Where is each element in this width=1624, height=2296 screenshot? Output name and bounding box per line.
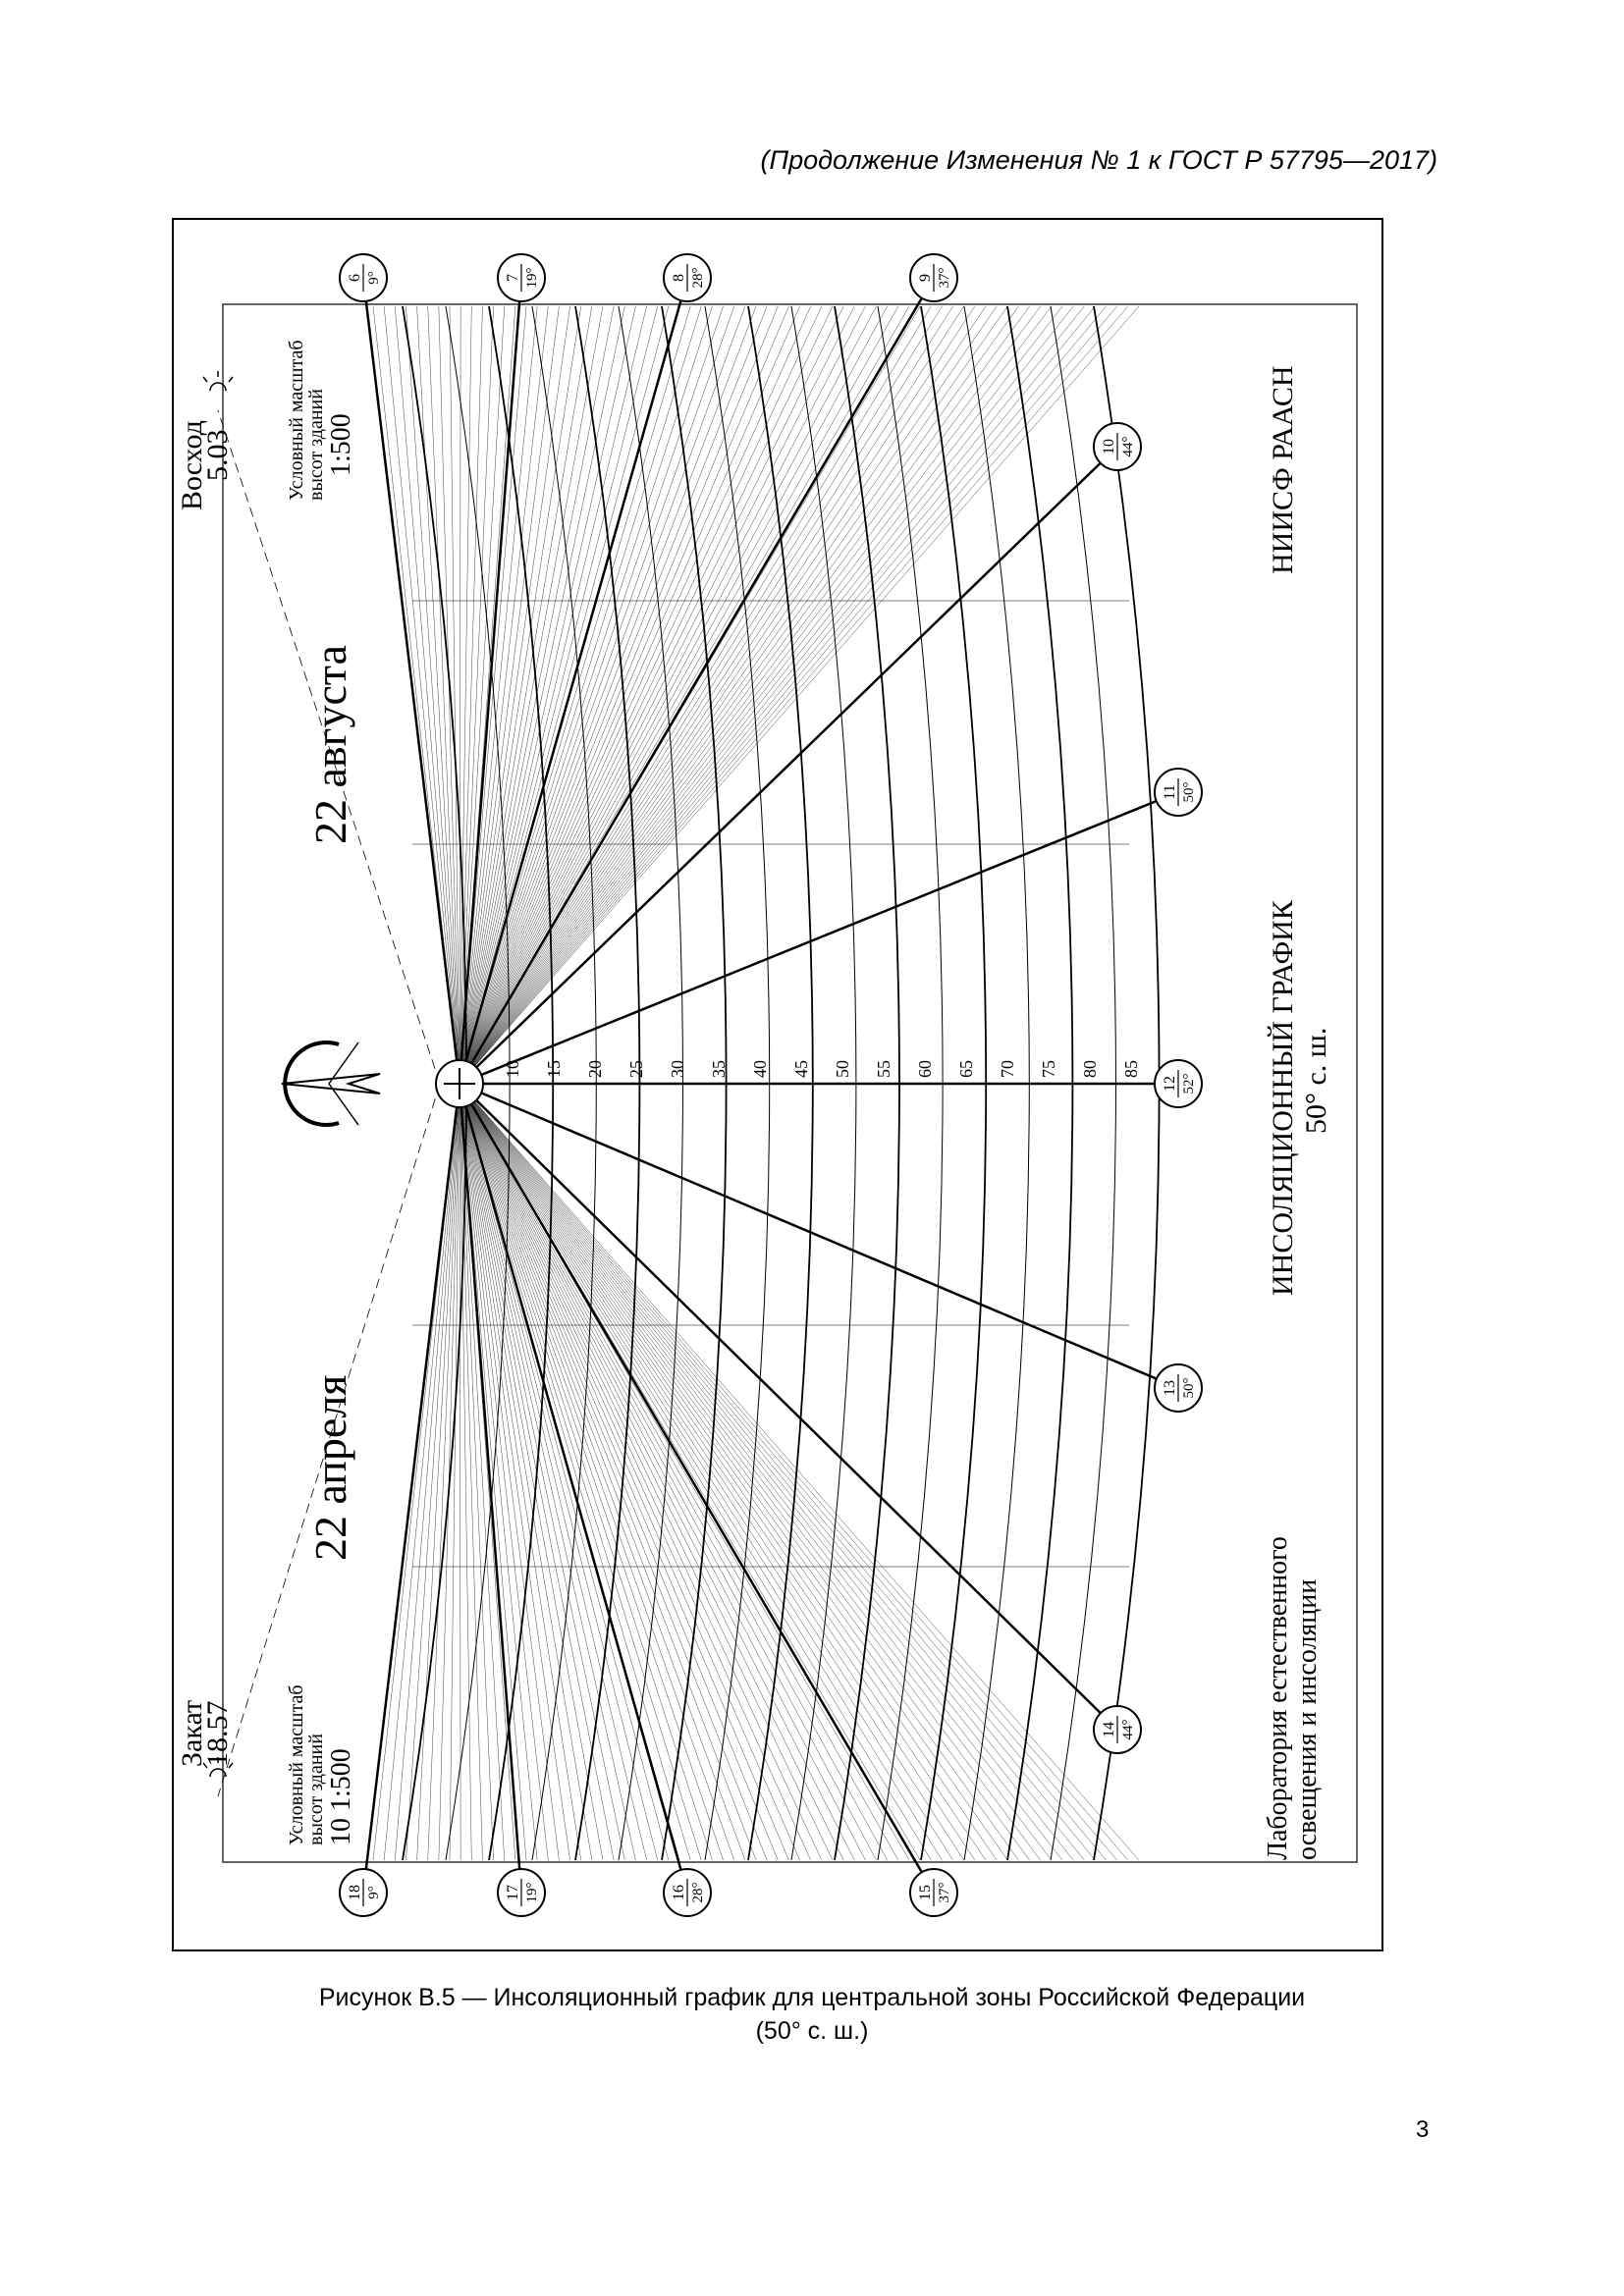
date-bottom: 22 апреля: [305, 1374, 355, 1561]
hour-marker-hour: 17: [505, 1885, 521, 1900]
hour-marker: [498, 254, 545, 301]
scale-value: 1:500: [326, 413, 356, 476]
hatch-line: [460, 1084, 877, 1860]
height-mark-label: 40: [750, 1060, 770, 1078]
hatch-line: [460, 306, 1117, 1084]
hatch-line: [460, 1084, 724, 1860]
figure-caption: [0, 1981, 1624, 2048]
height-mark-label: 50: [833, 1060, 852, 1078]
height-mark-label: 25: [626, 1060, 646, 1078]
hatch-line: [460, 1084, 745, 1860]
hatch-line: [460, 1084, 603, 1860]
height-mark-label: 10: [503, 1060, 522, 1078]
hour-ray: [460, 1084, 1117, 1730]
hatch-line: [417, 306, 460, 1084]
hatch-line: [460, 306, 942, 1084]
hatch-line: [460, 1084, 734, 1860]
north-arrow-icon: [282, 1042, 380, 1125]
hour-marker-hour: 12: [1162, 1076, 1178, 1092]
hatch-line: [460, 1084, 822, 1860]
hatch-line: [460, 1084, 1139, 1860]
hour-marker: [1155, 1060, 1202, 1107]
hour-marker-hour: 9: [917, 274, 934, 282]
height-mark-label: 30: [668, 1060, 687, 1078]
page-header: (Продолжение Изменения № 1 к ГОСТ Р 57795—2017): [760, 145, 1437, 175]
hatch-line: [460, 1084, 953, 1860]
height-mark-label: 55: [874, 1060, 893, 1078]
hatch-line: [460, 306, 734, 1084]
hour-marker-hour: 15: [917, 1885, 934, 1900]
sunrise-label: Восход: [176, 420, 208, 510]
laboratory-line2: освещения и инсоляции: [1292, 1578, 1323, 1860]
hatch-line: [460, 306, 811, 1084]
hour-marker-angle: 37°: [937, 1882, 952, 1903]
hour-marker-angle: 50°: [1181, 781, 1197, 803]
hour-marker-angle: 37°: [937, 267, 952, 289]
hatch-line: [460, 306, 767, 1084]
diagram-title: ИНСОЛЯЦИОННЫЙ ГРАФИК: [1267, 900, 1299, 1296]
hatch-line: [460, 1084, 997, 1860]
hatch-line: [460, 1084, 1107, 1860]
hour-marker-angle: 19°: [524, 1882, 540, 1903]
hatch-line: [460, 306, 669, 1084]
hour-marker-hour: 16: [671, 1885, 687, 1900]
hatch-line: [460, 306, 1052, 1084]
scale-label-line1: Условный масштаб: [286, 1684, 307, 1845]
caption-line1: Рисунок В.5 — Инсоляционный график для центральной зоны Российской Федерации: [318, 1984, 1306, 2011]
hatch-line: [417, 1084, 460, 1860]
hatch-line: [460, 1084, 843, 1860]
height-mark-label: 60: [915, 1060, 935, 1078]
hour-marker-hour: 11: [1162, 784, 1178, 800]
hatch-line: [460, 306, 724, 1084]
scale-block-top: [286, 340, 356, 501]
hatch-line: [460, 1084, 942, 1860]
hour-marker: [910, 1869, 957, 1916]
page-number: 3: [1416, 2116, 1430, 2143]
height-mark-label: 70: [998, 1060, 1017, 1078]
hatch-line: [460, 306, 1139, 1084]
hatch-line: [460, 306, 953, 1084]
scale-label-line2: высот зданий: [305, 1734, 327, 1845]
sunrise-block: [176, 420, 234, 510]
hatch-line: [460, 1084, 854, 1860]
hatch-line: [460, 1084, 931, 1860]
scale-label-line2: высот зданий: [305, 389, 327, 501]
hatch-line: [460, 306, 888, 1084]
hour-marker: [1155, 1364, 1202, 1412]
hour-marker-angle: 19°: [524, 267, 540, 289]
hour-ray: [363, 278, 460, 1084]
scale-value: 10 1:500: [326, 1748, 356, 1845]
hatch-line: [460, 306, 822, 1084]
hatch-line: [460, 1084, 888, 1860]
hatch-line: [460, 306, 843, 1084]
hour-marker-angle: 9°: [366, 1886, 382, 1899]
sunset-time: 18.57: [201, 1700, 234, 1767]
hatch-line: [384, 1084, 460, 1860]
organization: НИИСФ РААСН: [1267, 365, 1299, 574]
height-mark-label: 85: [1121, 1060, 1141, 1078]
hatch-line: [460, 306, 745, 1084]
hour-marker-hour: 6: [347, 274, 363, 282]
hour-marker: [1094, 1706, 1141, 1753]
date-top: 22 августа: [305, 644, 355, 844]
hour-marker-angle: 9°: [366, 271, 382, 285]
sunset-label: Закат: [176, 1699, 208, 1767]
hatch-line: [460, 306, 1095, 1084]
height-labels: [503, 1060, 1182, 1078]
sunrise-sun-icon: [203, 371, 233, 391]
hour-marker: [664, 254, 711, 301]
hour-marker-angle: 44°: [1120, 436, 1136, 457]
hatch-line: [460, 1084, 1117, 1860]
hour-marker-angle: 28°: [690, 267, 706, 289]
hatch-line: [460, 306, 635, 1084]
hatch-line: [460, 306, 997, 1084]
hour-marker: [1155, 769, 1202, 816]
laboratory-block: [1263, 1536, 1323, 1860]
hour-marker-hour: 8: [671, 274, 687, 282]
hour-marker-angle: 52°: [1181, 1073, 1197, 1095]
height-mark-label: 80: [1080, 1060, 1100, 1078]
hour-rays: [363, 278, 1178, 1893]
hatch-line: [460, 306, 1018, 1084]
hatch-line: [460, 1084, 811, 1860]
hour-marker-angle: 28°: [690, 1882, 706, 1903]
hatch-line: [460, 306, 1107, 1084]
hatch-line: [439, 306, 460, 1084]
hour-marker-angle: 50°: [1181, 1377, 1197, 1399]
caption-line2: (50° с. ш.): [755, 2017, 869, 2045]
hour-marker: [340, 254, 387, 301]
sunrise-time: 5.03: [201, 429, 234, 481]
hatch-line: [460, 306, 854, 1084]
sunset-block: [176, 1700, 234, 1767]
hatch-line: [460, 306, 877, 1084]
height-mark-label: 20: [585, 1060, 605, 1078]
hatch-line: [439, 1084, 460, 1860]
hour-ray: [363, 1084, 460, 1893]
hatch-line: [460, 1084, 669, 1860]
height-mark-label: 65: [956, 1060, 976, 1078]
hour-marker: [340, 1869, 387, 1916]
hour-marker-hour: 18: [347, 1885, 363, 1900]
scale-label-line1: Условный масштаб: [286, 340, 307, 501]
hatch-line: [460, 1084, 767, 1860]
laboratory-line1: Лаборатория естественного: [1263, 1536, 1293, 1860]
hour-ray: [460, 278, 934, 1084]
diagram-subtitle: 50° с. ш.: [1300, 1027, 1332, 1134]
hour-marker: [498, 1869, 545, 1916]
hatch-line: [460, 1084, 624, 1860]
hatch-line: [460, 1084, 1030, 1860]
hatch-line: [460, 1084, 1041, 1860]
hour-marker-hour: 10: [1101, 439, 1117, 454]
hatch-line: [460, 1084, 1018, 1860]
hatch-line: [460, 1084, 635, 1860]
height-mark-label: 35: [709, 1060, 729, 1078]
height-mark-label: 15: [544, 1060, 564, 1078]
hour-marker-angle: 44°: [1120, 1719, 1136, 1740]
hour-marker: [664, 1869, 711, 1916]
hatch-line: [460, 1084, 1095, 1860]
hatch-line: [460, 1084, 1052, 1860]
height-mark-label: 45: [791, 1060, 811, 1078]
hatch-line: [384, 306, 460, 1084]
hour-marker: [1094, 423, 1141, 470]
hour-marker-hour: 13: [1162, 1380, 1178, 1396]
height-mark-label: 75: [1039, 1060, 1058, 1078]
scale-block-bottom: [286, 1684, 356, 1845]
hatch-line: [460, 306, 624, 1084]
hatch-line: [460, 306, 1007, 1084]
hour-marker-hour: 7: [505, 274, 521, 282]
hour-ray: [460, 1084, 687, 1893]
hour-ray: [460, 1084, 934, 1893]
hour-marker: [910, 254, 957, 301]
hour-marker-hour: 14: [1101, 1722, 1117, 1737]
